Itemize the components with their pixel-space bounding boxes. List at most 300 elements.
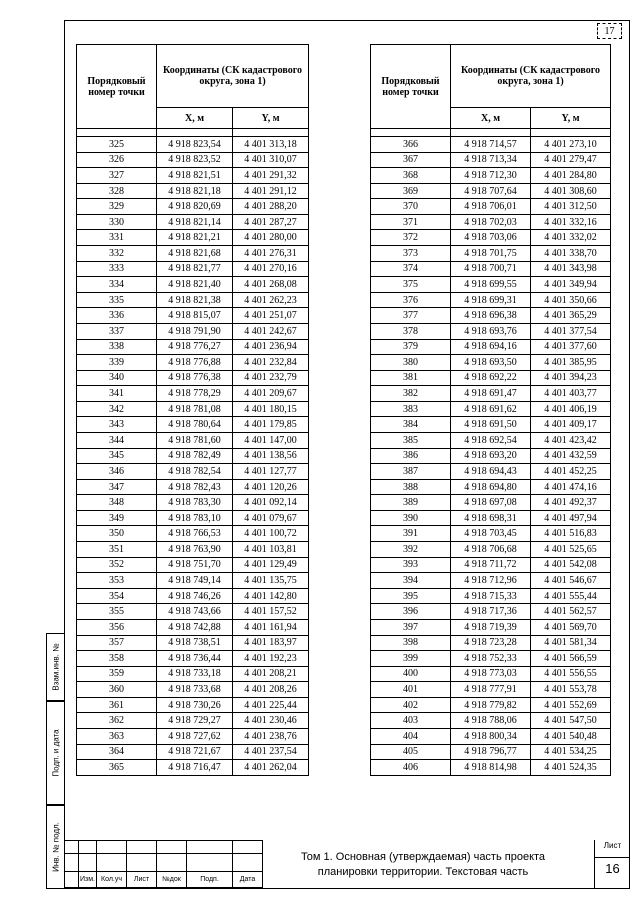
y-coordinate-cell: 4 401 581,34 — [531, 635, 611, 651]
original-inv-label: Инв. № подл. — [51, 822, 60, 872]
x-coordinate-cell: 4 918 773,03 — [451, 666, 531, 682]
x-coordinate-cell: 4 918 691,62 — [451, 401, 531, 417]
point-number-cell: 339 — [77, 355, 157, 371]
x-coordinate-cell: 4 918 700,71 — [451, 261, 531, 277]
point-number-cell: 351 — [77, 542, 157, 558]
point-number-cell: 328 — [77, 183, 157, 199]
point-number-cell: 340 — [77, 370, 157, 386]
y-coordinate-cell: 4 401 270,16 — [233, 261, 309, 277]
y-coordinate-cell: 4 401 268,08 — [233, 277, 309, 293]
point-number-cell: 374 — [371, 261, 451, 277]
x-coordinate-cell: 4 918 691,50 — [451, 417, 531, 433]
table-row — [371, 214, 611, 230]
point-number-cell: 398 — [371, 635, 451, 651]
original-inv-cell — [46, 805, 64, 889]
y-coordinate-cell: 4 401 403,77 — [531, 386, 611, 402]
table-row — [371, 230, 611, 246]
x-coordinate-cell: 4 918 742,88 — [157, 619, 233, 635]
table-row — [371, 728, 611, 744]
x-coordinate-cell: 4 918 782,54 — [157, 464, 233, 480]
point-number-cell: 379 — [371, 339, 451, 355]
table-row — [371, 246, 611, 262]
x-coordinate-cell: 4 918 783,30 — [157, 495, 233, 511]
table-row — [77, 635, 309, 651]
point-number-cell: 334 — [77, 277, 157, 293]
point-number-cell: 394 — [371, 573, 451, 589]
table-row — [77, 464, 309, 480]
x-coordinate-cell: 4 918 814,98 — [451, 760, 531, 776]
coordinates-table-right — [370, 44, 611, 776]
point-number-cell: 335 — [77, 292, 157, 308]
point-number-cell: 353 — [77, 573, 157, 589]
point-number-cell: 370 — [371, 199, 451, 215]
y-coordinate-cell: 4 401 423,42 — [531, 432, 611, 448]
y-coordinate-cell: 4 401 100,72 — [233, 526, 309, 542]
col-signature: Подп. — [187, 872, 233, 888]
x-coordinate-cell: 4 918 703,06 — [451, 230, 531, 246]
table-row — [77, 370, 309, 386]
point-number-cell: 381 — [371, 370, 451, 386]
point-number-cell: 385 — [371, 432, 451, 448]
table-row — [77, 510, 309, 526]
header-point-number: Порядковый номер точки — [77, 45, 157, 129]
point-number-cell: 337 — [77, 323, 157, 339]
point-number-cell: 402 — [371, 697, 451, 713]
point-number-cell: 366 — [371, 137, 451, 153]
point-number-cell: 384 — [371, 417, 451, 433]
y-coordinate-cell: 4 401 546,67 — [531, 573, 611, 589]
table-row — [371, 401, 611, 417]
point-number-cell: 405 — [371, 744, 451, 760]
table-row — [77, 573, 309, 589]
revision-grid — [64, 840, 263, 888]
point-number-cell: 397 — [371, 619, 451, 635]
y-coordinate-cell: 4 401 225,44 — [233, 697, 309, 713]
y-coordinate-cell: 4 401 251,07 — [233, 308, 309, 324]
x-coordinate-cell: 4 918 712,96 — [451, 573, 531, 589]
x-coordinate-cell: 4 918 820,69 — [157, 199, 233, 215]
col-date: Дата — [233, 872, 263, 888]
x-coordinate-cell: 4 918 751,70 — [157, 557, 233, 573]
point-number-cell: 356 — [77, 619, 157, 635]
x-coordinate-cell: 4 918 781,08 — [157, 401, 233, 417]
point-number-cell: 364 — [77, 744, 157, 760]
table-row — [371, 323, 611, 339]
x-coordinate-cell: 4 918 693,20 — [451, 448, 531, 464]
x-coordinate-cell: 4 918 702,03 — [451, 214, 531, 230]
x-coordinate-cell: 4 918 721,67 — [157, 744, 233, 760]
point-number-cell: 392 — [371, 542, 451, 558]
signature-date-label: Подп. и дата — [51, 729, 60, 777]
point-number-cell: 362 — [77, 713, 157, 729]
x-coordinate-cell: 4 918 698,31 — [451, 510, 531, 526]
y-coordinate-cell: 4 401 237,54 — [233, 744, 309, 760]
y-coordinate-cell: 4 401 534,25 — [531, 744, 611, 760]
table-row — [371, 495, 611, 511]
table-row — [371, 370, 611, 386]
y-coordinate-cell: 4 401 092,14 — [233, 495, 309, 511]
y-coordinate-cell: 4 401 394,23 — [531, 370, 611, 386]
table-row — [371, 168, 611, 184]
table-row — [371, 261, 611, 277]
y-coordinate-cell: 4 401 230,46 — [233, 713, 309, 729]
sheet-number: 16 — [605, 861, 620, 876]
x-coordinate-cell: 4 918 823,52 — [157, 152, 233, 168]
col-sheet: Лист — [127, 872, 157, 888]
x-coordinate-cell: 4 918 738,51 — [157, 635, 233, 651]
x-coordinate-cell: 4 918 815,07 — [157, 308, 233, 324]
point-number-cell: 391 — [371, 526, 451, 542]
point-number-cell: 380 — [371, 355, 451, 371]
table-row — [371, 137, 611, 153]
x-coordinate-cell: 4 918 727,62 — [157, 728, 233, 744]
point-number-cell: 367 — [371, 152, 451, 168]
table-row — [77, 557, 309, 573]
point-number-cell: 378 — [371, 323, 451, 339]
x-coordinate-cell: 4 918 821,77 — [157, 261, 233, 277]
table-row — [371, 292, 611, 308]
point-number-cell: 359 — [77, 666, 157, 682]
header-point-number: Порядковый номер точки — [371, 45, 451, 129]
table-row — [371, 526, 611, 542]
point-number-cell: 330 — [77, 214, 157, 230]
point-number-cell: 336 — [77, 308, 157, 324]
point-number-cell: 371 — [371, 214, 451, 230]
y-coordinate-cell: 4 401 332,02 — [531, 230, 611, 246]
x-coordinate-cell: 4 918 821,68 — [157, 246, 233, 262]
x-coordinate-cell: 4 918 788,06 — [451, 713, 531, 729]
x-coordinate-cell: 4 918 766,53 — [157, 526, 233, 542]
y-coordinate-cell: 4 401 524,35 — [531, 760, 611, 776]
header-x: X, м — [451, 108, 531, 129]
point-number-cell: 383 — [371, 401, 451, 417]
sheet-label: Лист — [603, 841, 622, 850]
table-row — [77, 744, 309, 760]
table-row — [77, 760, 309, 776]
x-coordinate-cell: 4 918 692,54 — [451, 432, 531, 448]
table-row — [77, 277, 309, 293]
table-row — [77, 697, 309, 713]
table-row — [77, 604, 309, 620]
table-row — [371, 183, 611, 199]
y-coordinate-cell: 4 401 516,83 — [531, 526, 611, 542]
header-y: Y, м — [531, 108, 611, 129]
table-row — [77, 214, 309, 230]
point-number-cell: 368 — [371, 168, 451, 184]
point-number-cell: 396 — [371, 604, 451, 620]
y-coordinate-cell: 4 401 262,23 — [233, 292, 309, 308]
y-coordinate-cell: 4 401 540,48 — [531, 728, 611, 744]
point-number-cell: 401 — [371, 682, 451, 698]
y-coordinate-cell: 4 401 138,56 — [233, 448, 309, 464]
table-row — [77, 308, 309, 324]
table-row — [77, 417, 309, 433]
table-row — [77, 682, 309, 698]
y-coordinate-cell: 4 401 180,15 — [233, 401, 309, 417]
table-row — [77, 137, 309, 153]
y-coordinate-cell: 4 401 127,77 — [233, 464, 309, 480]
y-coordinate-cell: 4 401 377,54 — [531, 323, 611, 339]
x-coordinate-cell: 4 918 729,27 — [157, 713, 233, 729]
point-number-cell: 372 — [371, 230, 451, 246]
x-coordinate-cell: 4 918 711,72 — [451, 557, 531, 573]
y-coordinate-cell: 4 401 192,23 — [233, 651, 309, 667]
header-y: Y, м — [233, 108, 309, 129]
table-row — [371, 448, 611, 464]
table-row — [371, 277, 611, 293]
col-doc: №док — [157, 872, 187, 888]
y-coordinate-cell: 4 401 338,70 — [531, 246, 611, 262]
y-coordinate-cell: 4 401 385,95 — [531, 355, 611, 371]
point-number-cell: 363 — [77, 728, 157, 744]
y-coordinate-cell: 4 401 553,78 — [531, 682, 611, 698]
x-coordinate-cell: 4 918 783,10 — [157, 510, 233, 526]
y-coordinate-cell: 4 401 291,32 — [233, 168, 309, 184]
table-row — [371, 635, 611, 651]
table-row — [77, 355, 309, 371]
y-coordinate-cell: 4 401 288,20 — [233, 199, 309, 215]
table-row — [77, 401, 309, 417]
y-coordinate-cell: 4 401 365,29 — [531, 308, 611, 324]
point-number-cell: 346 — [77, 464, 157, 480]
point-number-cell: 342 — [77, 401, 157, 417]
header-coordinates: Координаты (СК кадастрового округа, зона 1) — [451, 45, 611, 108]
x-coordinate-cell: 4 918 713,34 — [451, 152, 531, 168]
x-coordinate-cell: 4 918 701,75 — [451, 246, 531, 262]
y-coordinate-cell: 4 401 552,69 — [531, 697, 611, 713]
y-coordinate-cell: 4 401 313,18 — [233, 137, 309, 153]
x-coordinate-cell: 4 918 743,66 — [157, 604, 233, 620]
point-number-cell: 344 — [77, 432, 157, 448]
y-coordinate-cell: 4 401 232,84 — [233, 355, 309, 371]
y-coordinate-cell: 4 401 569,70 — [531, 619, 611, 635]
x-coordinate-cell: 4 918 821,21 — [157, 230, 233, 246]
y-coordinate-cell: 4 401 129,49 — [233, 557, 309, 573]
x-coordinate-cell: 4 918 781,60 — [157, 432, 233, 448]
point-number-cell: 341 — [77, 386, 157, 402]
x-coordinate-cell: 4 918 691,47 — [451, 386, 531, 402]
table-row — [371, 744, 611, 760]
point-number-cell: 395 — [371, 588, 451, 604]
point-number-cell: 389 — [371, 495, 451, 511]
point-number-cell: 361 — [77, 697, 157, 713]
point-number-cell: 326 — [77, 152, 157, 168]
y-coordinate-cell: 4 401 542,08 — [531, 557, 611, 573]
x-coordinate-cell: 4 918 752,33 — [451, 651, 531, 667]
point-number-cell: 373 — [371, 246, 451, 262]
point-number-cell: 347 — [77, 479, 157, 495]
x-coordinate-cell: 4 918 707,64 — [451, 183, 531, 199]
table-row — [371, 152, 611, 168]
point-number-cell: 388 — [371, 479, 451, 495]
x-coordinate-cell: 4 918 782,49 — [157, 448, 233, 464]
x-coordinate-cell: 4 918 736,44 — [157, 651, 233, 667]
point-number-cell: 404 — [371, 728, 451, 744]
table-row — [77, 168, 309, 184]
y-coordinate-cell: 4 401 179,85 — [233, 417, 309, 433]
point-number-cell: 400 — [371, 666, 451, 682]
table-row — [371, 573, 611, 589]
table-row — [77, 152, 309, 168]
table-row — [77, 651, 309, 667]
document-title: Том 1. Основная (утверждаемая) часть проекта планировки территории. Текстовая часть — [300, 851, 546, 878]
point-number-cell: 403 — [371, 713, 451, 729]
point-number-cell: 387 — [371, 464, 451, 480]
point-number-cell: 355 — [77, 604, 157, 620]
page-number: 17 — [597, 23, 622, 39]
table-row — [77, 292, 309, 308]
x-coordinate-cell: 4 918 714,57 — [451, 137, 531, 153]
replaced-inv-cell — [46, 633, 64, 701]
point-number-cell: 377 — [371, 308, 451, 324]
x-coordinate-cell: 4 918 723,28 — [451, 635, 531, 651]
table-row — [371, 713, 611, 729]
table-row — [371, 619, 611, 635]
y-coordinate-cell: 4 401 310,07 — [233, 152, 309, 168]
side-stamp — [46, 633, 64, 889]
y-coordinate-cell: 4 401 142,80 — [233, 588, 309, 604]
x-coordinate-cell: 4 918 821,38 — [157, 292, 233, 308]
table-row — [371, 682, 611, 698]
x-coordinate-cell: 4 918 699,31 — [451, 292, 531, 308]
y-coordinate-cell: 4 401 273,10 — [531, 137, 611, 153]
point-number-cell: 399 — [371, 651, 451, 667]
table-row — [77, 323, 309, 339]
table-row — [371, 760, 611, 776]
point-number-cell: 343 — [77, 417, 157, 433]
y-coordinate-cell: 4 401 291,12 — [233, 183, 309, 199]
y-coordinate-cell: 4 401 135,75 — [233, 573, 309, 589]
x-coordinate-cell: 4 918 694,16 — [451, 339, 531, 355]
x-coordinate-cell: 4 918 694,80 — [451, 479, 531, 495]
x-coordinate-cell: 4 918 776,38 — [157, 370, 233, 386]
x-coordinate-cell: 4 918 776,27 — [157, 339, 233, 355]
y-coordinate-cell: 4 401 242,67 — [233, 323, 309, 339]
x-coordinate-cell: 4 918 749,14 — [157, 573, 233, 589]
y-coordinate-cell: 4 401 232,79 — [233, 370, 309, 386]
x-coordinate-cell: 4 918 733,18 — [157, 666, 233, 682]
y-coordinate-cell: 4 401 409,17 — [531, 417, 611, 433]
x-coordinate-cell: 4 918 693,76 — [451, 323, 531, 339]
x-coordinate-cell: 4 918 696,38 — [451, 308, 531, 324]
y-coordinate-cell: 4 401 276,31 — [233, 246, 309, 262]
y-coordinate-cell: 4 401 452,25 — [531, 464, 611, 480]
point-number-cell: 375 — [371, 277, 451, 293]
x-coordinate-cell: 4 918 717,36 — [451, 604, 531, 620]
point-number-cell: 352 — [77, 557, 157, 573]
point-number-cell: 376 — [371, 292, 451, 308]
y-coordinate-cell: 4 401 349,94 — [531, 277, 611, 293]
table-row — [77, 199, 309, 215]
point-number-cell: 332 — [77, 246, 157, 262]
x-coordinate-cell: 4 918 699,55 — [451, 277, 531, 293]
table-row — [77, 495, 309, 511]
table-row — [371, 588, 611, 604]
col-count: Кол.уч — [97, 872, 127, 888]
y-coordinate-cell: 4 401 079,67 — [233, 510, 309, 526]
table-row — [77, 526, 309, 542]
y-coordinate-cell: 4 401 332,16 — [531, 214, 611, 230]
point-number-cell: 333 — [77, 261, 157, 277]
point-number-cell: 329 — [77, 199, 157, 215]
point-number-cell: 369 — [371, 183, 451, 199]
x-coordinate-cell: 4 918 791,90 — [157, 323, 233, 339]
signature-date-cell — [46, 701, 64, 805]
y-coordinate-cell: 4 401 280,00 — [233, 230, 309, 246]
x-coordinate-cell: 4 918 821,18 — [157, 183, 233, 199]
y-coordinate-cell: 4 401 161,94 — [233, 619, 309, 635]
table-row — [77, 339, 309, 355]
y-coordinate-cell: 4 401 566,59 — [531, 651, 611, 667]
y-coordinate-cell: 4 401 547,50 — [531, 713, 611, 729]
x-coordinate-cell: 4 918 779,82 — [451, 697, 531, 713]
x-coordinate-cell: 4 918 821,51 — [157, 168, 233, 184]
x-coordinate-cell: 4 918 800,34 — [451, 728, 531, 744]
point-number-cell: 406 — [371, 760, 451, 776]
x-coordinate-cell: 4 918 706,68 — [451, 542, 531, 558]
table-row — [371, 355, 611, 371]
y-coordinate-cell: 4 401 350,66 — [531, 292, 611, 308]
x-coordinate-cell: 4 918 796,77 — [451, 744, 531, 760]
y-coordinate-cell: 4 401 262,04 — [233, 760, 309, 776]
table-row — [371, 697, 611, 713]
y-coordinate-cell: 4 401 157,52 — [233, 604, 309, 620]
table-row — [77, 386, 309, 402]
y-coordinate-cell: 4 401 525,65 — [531, 542, 611, 558]
y-coordinate-cell: 4 401 343,98 — [531, 261, 611, 277]
table-row — [371, 308, 611, 324]
table-row — [371, 432, 611, 448]
y-coordinate-cell: 4 401 474,16 — [531, 479, 611, 495]
point-number-cell: 382 — [371, 386, 451, 402]
table-row — [77, 230, 309, 246]
x-coordinate-cell: 4 918 719,39 — [451, 619, 531, 635]
y-coordinate-cell: 4 401 497,94 — [531, 510, 611, 526]
x-coordinate-cell: 4 918 821,40 — [157, 277, 233, 293]
point-number-cell: 331 — [77, 230, 157, 246]
y-coordinate-cell: 4 401 120,26 — [233, 479, 309, 495]
point-number-cell: 327 — [77, 168, 157, 184]
table-row — [77, 619, 309, 635]
point-number-cell: 360 — [77, 682, 157, 698]
x-coordinate-cell: 4 918 823,54 — [157, 137, 233, 153]
x-coordinate-cell: 4 918 706,01 — [451, 199, 531, 215]
table-row — [371, 464, 611, 480]
point-number-cell: 393 — [371, 557, 451, 573]
point-number-cell: 354 — [77, 588, 157, 604]
x-coordinate-cell: 4 918 716,47 — [157, 760, 233, 776]
x-coordinate-cell: 4 918 821,14 — [157, 214, 233, 230]
point-number-cell: 350 — [77, 526, 157, 542]
x-coordinate-cell: 4 918 694,43 — [451, 464, 531, 480]
table-row — [77, 479, 309, 495]
x-coordinate-cell: 4 918 778,29 — [157, 386, 233, 402]
point-number-cell: 338 — [77, 339, 157, 355]
table-row — [371, 510, 611, 526]
table-row — [77, 588, 309, 604]
y-coordinate-cell: 4 401 312,50 — [531, 199, 611, 215]
x-coordinate-cell: 4 918 697,08 — [451, 495, 531, 511]
coordinates-table-left — [76, 44, 309, 776]
title-block — [64, 840, 630, 889]
y-coordinate-cell: 4 401 562,57 — [531, 604, 611, 620]
table-row — [371, 604, 611, 620]
point-number-cell: 390 — [371, 510, 451, 526]
header-x: X, м — [157, 108, 233, 129]
table-row — [371, 557, 611, 573]
y-coordinate-cell: 4 401 183,97 — [233, 635, 309, 651]
table-row — [77, 713, 309, 729]
